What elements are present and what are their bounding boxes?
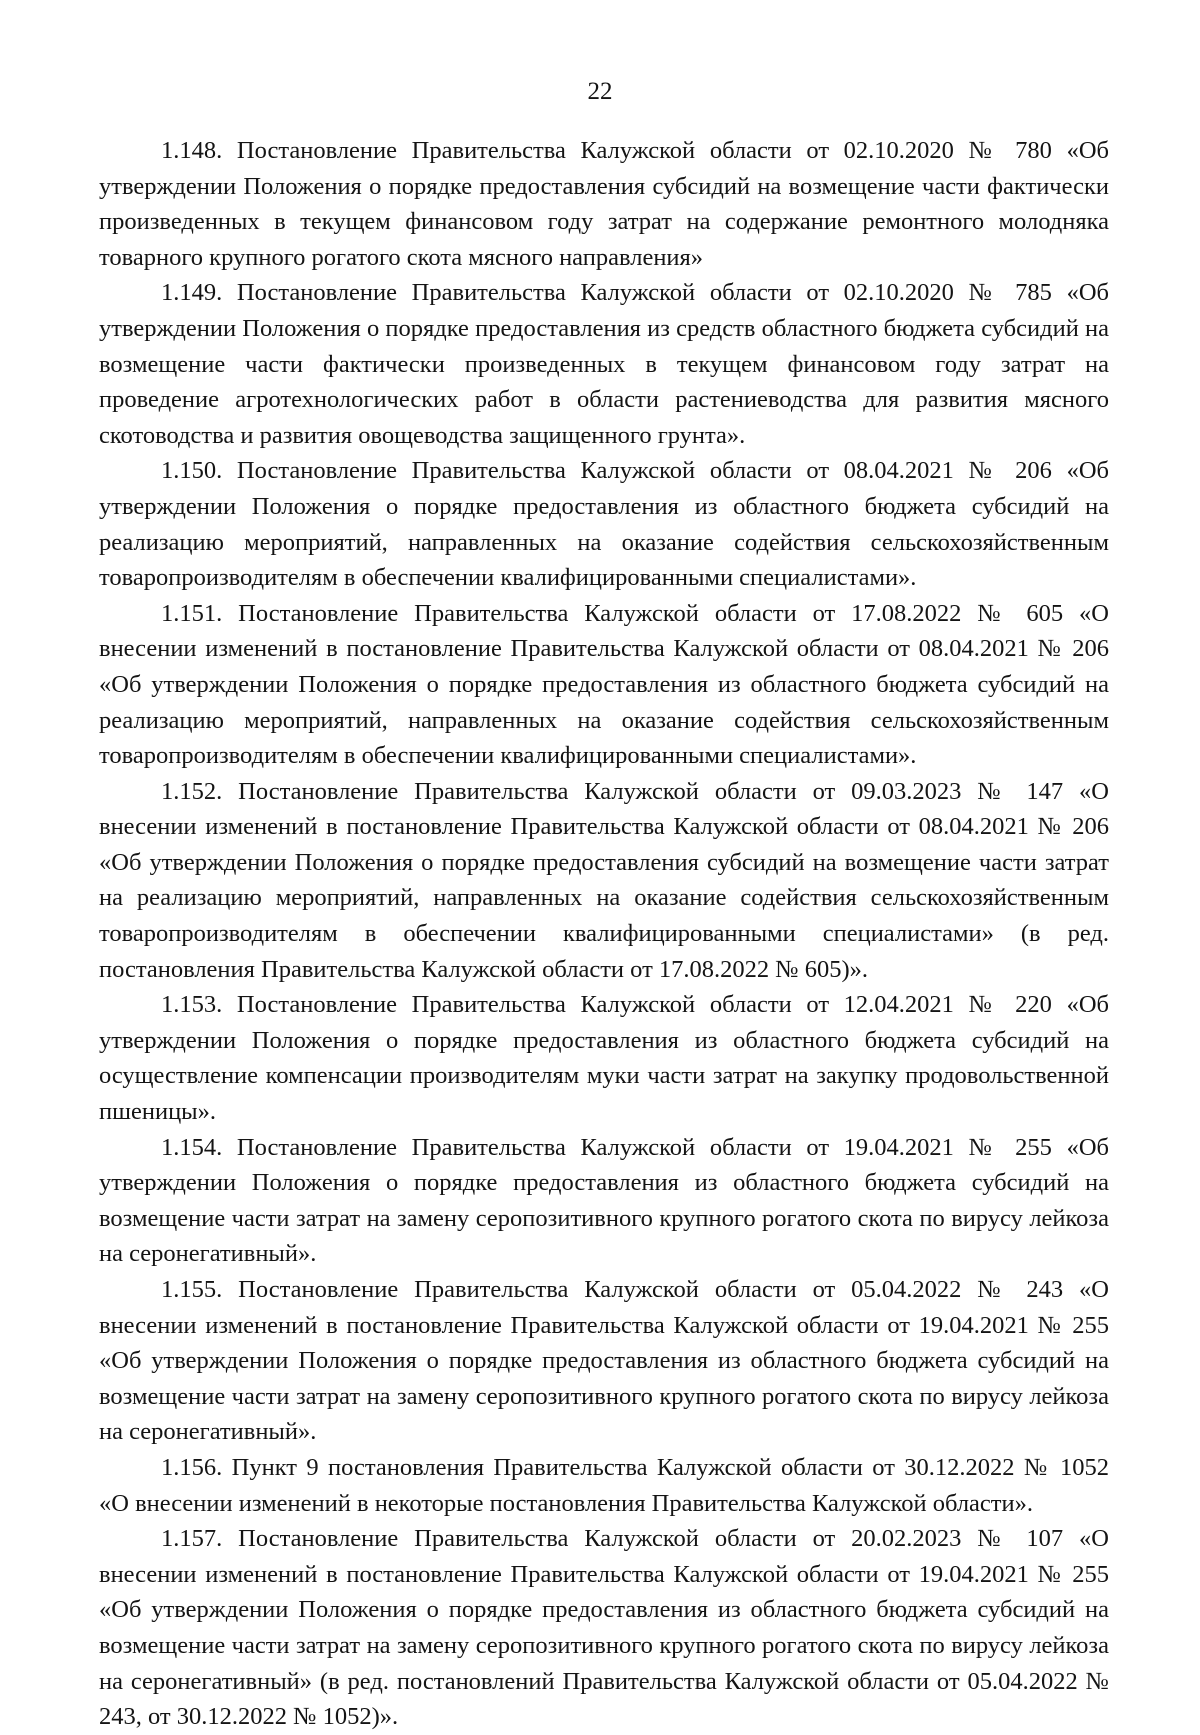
page-number: 22	[587, 78, 613, 105]
paragraph-1-152: 1.152. Постановление Правительства Калужской области от 09.03.2023 № 147 «О внесении изменений в постановление Правительства Калужской области от 08.04.2021 № 206 «Об утверждении Положения о порядке предоставления субсидий на возмещение части затрат на реализацию мероприятий, направленных на оказание содействия сельскохозяйственным товаропроизводителям в обеспечении квалифицированными специалистами» (в ред. постановления Правительства Калужской области от 17.08.2022 № 605)».	[99, 777, 1109, 983]
paragraph-1-151: 1.151. Постановление Правительства Калужской области от 17.08.2022 № 605 «О внесении изменений в постановление Правительства Калужской области от 08.04.2021 № 206 «Об утверждении Положения о порядке предоставления из областного бюджета субсидий на реализацию мероприятий, направленных на оказание содействия сельскохозяйственным товаропроизводителям в обеспечении квалифицированными специалистами».	[99, 599, 1109, 770]
paragraph-1-155: 1.155. Постановление Правительства Калужской области от 05.04.2022 № 243 «О внесении изменений в постановление Правительства Калужской области от 19.04.2021 № 255 «Об утверждении Положения о порядке предоставления из областного бюджета субсидий на возмещение части затрат на замену серопозитивного крупного рогатого скота по вирусу лейкоза на серонегативный».	[99, 1276, 1109, 1446]
paragraph-1-157: 1.157. Постановление Правительства Калужской области от 20.02.2023 № 107 «О внесении изменений в постановление Правительства Калужской области от 19.04.2021 № 255 «Об утверждении Положения о порядке предоставления из областного бюджета субсидий на возмещение части затрат на замену серопозитивного крупного рогатого скота по вирусу лейкоза на серонегативный» (в ред. постановлений Правительства Калужской области от 05.04.2022 № 243, от 30.12.2022 № 1052)».	[99, 1525, 1109, 1731]
paragraph-1-154: 1.154. Постановление Правительства Калужской области от 19.04.2021 № 255 «Об утверждении Положения о порядке предоставления из областного бюджета субсидий на возмещение части затрат на замену серопозитивного крупного рогатого скота по вирусу лейкоза на серонегативный».	[99, 1133, 1109, 1268]
paragraph-1-149: 1.149. Постановление Правительства Калужской области от 02.10.2020 № 785 «Об утверждении Положения о порядке предоставления из средств областного бюджета субсидий на возмещение части фактически произведенных в текущем финансовом году затрат на проведение агротехнологических работ в области растениеводства для развития мясного скотоводства и развития овощеводства защищенного грунта».	[99, 279, 1109, 449]
paragraph-1-153: 1.153. Постановление Правительства Калужской области от 12.04.2021 № 220 «Об утверждении Положения о порядке предоставления из областного бюджета субсидий на осуществление компенсации производителям муки части затрат на закупку продовольственной пшеницы».	[99, 991, 1109, 1126]
paragraph-1-156: 1.156. Пункт 9 постановления Правительства Калужской области от 30.12.2022 № 1052 «О внесении изменений в некоторые постановления Правительства Калужской области».	[99, 1453, 1109, 1517]
document-body	[99, 133, 1109, 1735]
paragraph-1-150: 1.150. Постановление Правительства Калужской области от 08.04.2021 № 206 «Об утверждении Положения о порядке предоставления из областного бюджета субсидий на реализацию мероприятий, направленных на оказание содействия сельскохозяйственным товаропроизводителям в обеспечении квалифицированными специалистами».	[99, 457, 1109, 592]
paragraph-1-148: 1.148. Постановление Правительства Калужской области от 02.10.2020 № 780 «Об утверждении Положения о порядке предоставления субсидий на возмещение части фактически произведенных в текущем финансовом году затрат на содержание ремонтного молодняка товарного крупного рогатого скота мясного направления»	[99, 137, 1109, 271]
